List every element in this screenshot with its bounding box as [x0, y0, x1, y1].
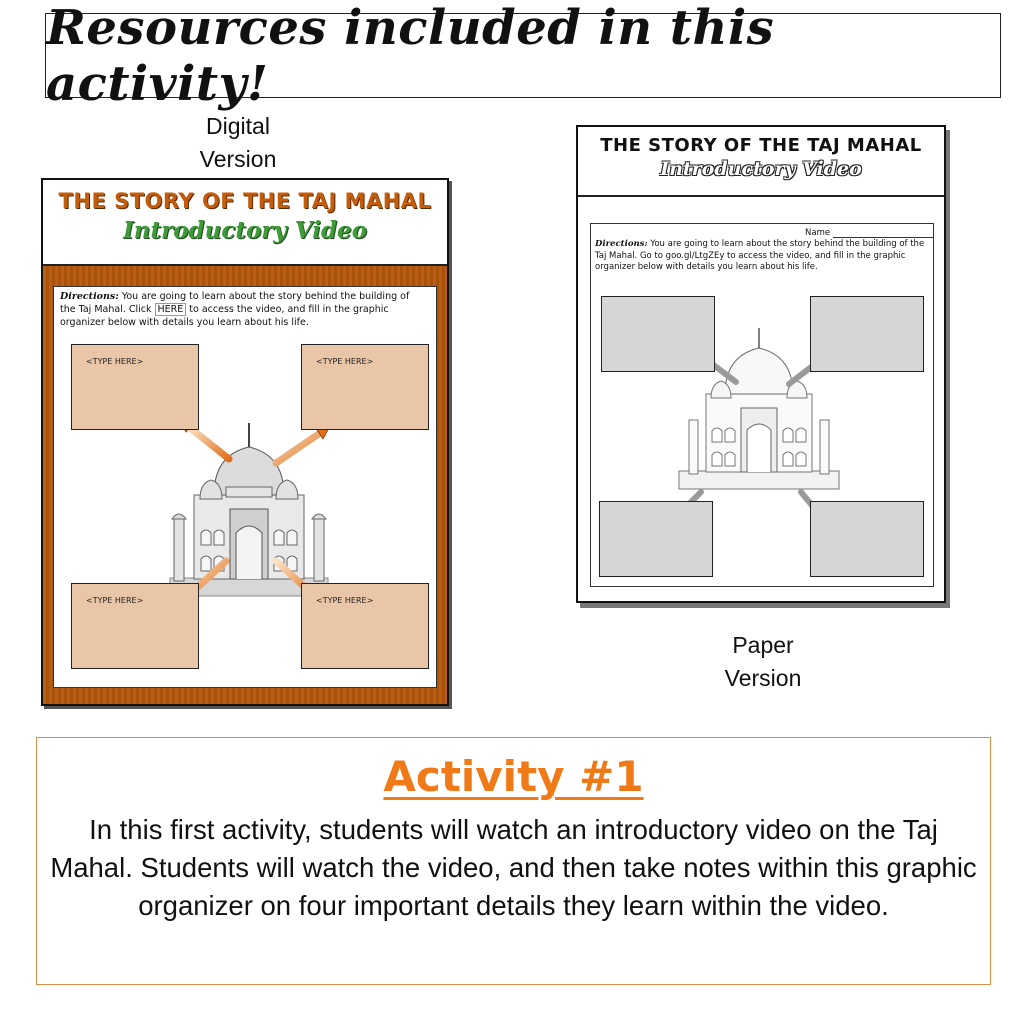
paper-directions-label: Directions:: [595, 239, 648, 249]
banner-title: Resources included in this activity!: [46, 0, 775, 112]
paper-caption-line2: Version: [724, 665, 802, 691]
activity-description: In this first activity, students will watch an introductory video on the Taj Mahal. Students will watch the video, and then take notes within this graphic organizer on four important details they learn within the video.: [50, 814, 977, 921]
banner: [45, 0, 1001, 112]
digital-caption-line2: Version: [199, 146, 277, 172]
digital-directions-text-a: You are going to learn about the story behind the building of the Taj Mahal. Click: [60, 291, 410, 315]
digital-box-bottom-left[interactable]: [71, 583, 199, 669]
paper-caption-line1: Paper: [732, 632, 794, 658]
digital-caption: [178, 110, 298, 176]
digital-worksheet: [41, 178, 449, 706]
digital-sheet-title: THE STORY OF THE TAJ MAHAL: [58, 189, 432, 213]
digital-directions-text-b: to access the video, and fill in the graphic organizer below with details you learn about his life.: [60, 304, 389, 328]
digital-sheet-subtitle: Introductory Video: [122, 217, 368, 244]
digital-sheet-background: [43, 266, 447, 704]
activity-title: Activity #1: [383, 752, 644, 801]
paper-box-top-left[interactable]: [601, 296, 715, 372]
digital-directions-label: Directions:: [60, 291, 119, 302]
digital-box-top-left[interactable]: [71, 344, 199, 430]
digital-caption-line1: Digital: [206, 113, 270, 139]
name-label: Name: [805, 228, 831, 238]
box-placeholder: <TYPE HERE>: [316, 357, 374, 366]
box-placeholder: <TYPE HERE>: [316, 596, 374, 605]
box-placeholder: <TYPE HERE>: [86, 357, 144, 366]
here-link[interactable]: HERE: [155, 303, 187, 316]
digital-box-top-right[interactable]: [301, 344, 429, 430]
paper-box-bottom-left[interactable]: [599, 501, 713, 577]
paper-box-top-right[interactable]: [810, 296, 924, 372]
paper-box-bottom-right[interactable]: [810, 501, 924, 577]
paper-sheet-content: [590, 223, 934, 587]
box-placeholder: <TYPE HERE>: [86, 596, 144, 605]
paper-worksheet: [576, 125, 946, 603]
paper-caption: [703, 629, 823, 695]
paper-sheet-subtitle: Introductory Video: [660, 158, 862, 180]
digital-sheet-content: [53, 286, 437, 688]
paper-sheet-header: [578, 127, 944, 197]
paper-sheet-title: THE STORY OF THE TAJ MAHAL: [600, 135, 922, 156]
digital-sheet-header: [43, 180, 447, 266]
digital-box-bottom-right[interactable]: [301, 583, 429, 669]
activity-panel: [36, 737, 991, 985]
paper-directions-text: You are going to learn about the story behind the building of the Taj Mahal. Go to goo.gl/LtgZEy to access the video, and fill in the graphic organizer below with details you learn about his life.: [595, 239, 925, 272]
